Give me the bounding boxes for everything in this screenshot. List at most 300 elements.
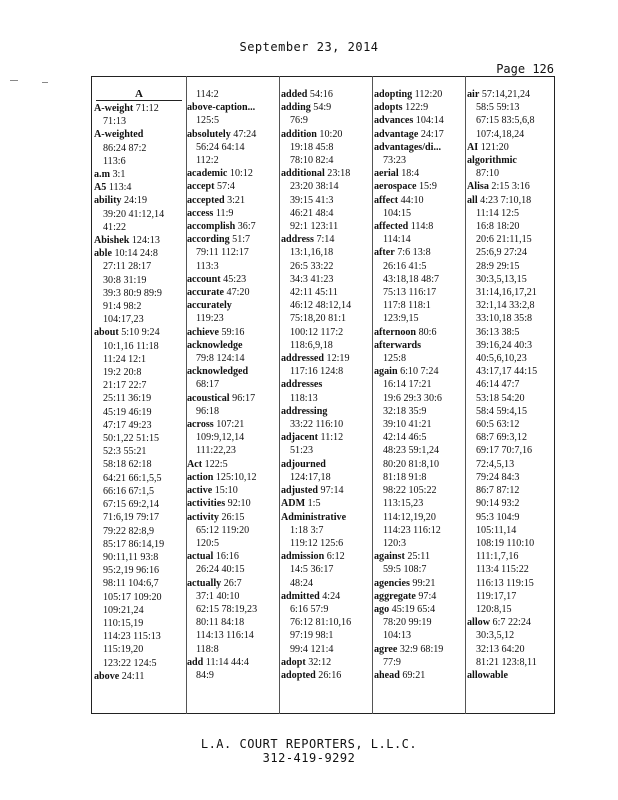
page-line-refs: 28:9 29:15 [476, 260, 520, 272]
index-term: admission [281, 551, 325, 563]
page-line-refs: 111:22,23 [196, 445, 236, 457]
index-term: air [467, 89, 480, 100]
index-term: according [187, 234, 230, 246]
page-line-refs: 3:21 [224, 194, 246, 206]
page-line-refs: 90:14 93:2 [476, 498, 520, 510]
page-line-refs: 54:9 [310, 102, 332, 114]
index-term: addition [281, 128, 317, 140]
index-term-line [281, 550, 371, 563]
index-term: algorithmic [467, 155, 517, 167]
page-line-refs: 100:12 117:2 [290, 326, 344, 338]
index-term-line [281, 431, 371, 444]
page-line-refs: 86:24 87:2 [103, 142, 147, 154]
index-entry [281, 167, 371, 233]
page-line-refs: 43:18,18 48:7 [383, 273, 440, 285]
index-term: about [94, 327, 119, 339]
index-term: above [94, 670, 120, 682]
index-term-line [187, 484, 278, 497]
page-line-refs: 92:10 [225, 498, 251, 510]
index-term-line [187, 550, 278, 563]
page-line-refs: 113:3 [196, 260, 219, 272]
index-term: ago [374, 603, 390, 615]
page-line-refs: 114:12,19,20 [383, 511, 436, 523]
page-line-refs: 118:6,9,18 [290, 339, 333, 351]
column-divider [279, 76, 280, 714]
page-line-refs: 124:17,18 [290, 471, 331, 483]
page-line-refs: 113:6 [103, 155, 126, 167]
page-line-refs: 27:11 28:17 [103, 261, 152, 273]
index-term: afterwards [374, 339, 422, 351]
page-line-refs: 59:5 108:7 [383, 564, 427, 576]
transcript-date: September 23, 2014 [239, 40, 379, 54]
page-line-refs: 118:8 [196, 643, 219, 655]
page-line-refs: 6:7 22:24 [490, 617, 531, 629]
page-line-refs: 58:5 59:13 [476, 102, 520, 114]
index-term-line [187, 194, 278, 207]
page-line-refs: 1:5 [305, 498, 321, 510]
page-line-refs: 112:2 [196, 155, 219, 167]
page-line-refs: 31:14,16,17,21 [476, 287, 537, 299]
index-entry [281, 669, 371, 682]
index-entry [187, 220, 278, 233]
index-entry [94, 102, 184, 128]
page-line-refs: 120:5 [196, 537, 219, 549]
index-term-line [94, 234, 184, 247]
page-line-refs: 109:21,24 [103, 604, 144, 616]
page-line-refs: 6:16 57:9 [290, 603, 329, 615]
page-line-refs: 21:17 22:7 [103, 380, 147, 392]
page-line-refs: 72:4,5,13 [476, 458, 515, 470]
page-line-refs: 46:21 48:4 [290, 207, 334, 219]
index-term-line [187, 180, 278, 193]
page-line-refs: 113:4 [106, 182, 132, 194]
index-entry [374, 101, 464, 114]
page-line-refs: 85:17 86:14,19 [103, 538, 165, 550]
index-entry [281, 656, 371, 669]
index-term-line [281, 656, 371, 669]
index-term: a.m [94, 169, 110, 181]
page-line-refs: 32:1,14 33:2,8 [476, 300, 535, 312]
index-term-line [94, 247, 184, 260]
index-term: accepted [187, 194, 225, 206]
index-term: aerospace [374, 181, 417, 193]
page-line-refs: 105:11,14 [476, 524, 517, 536]
index-entry [374, 669, 464, 682]
column-divider [372, 76, 373, 714]
page-line-refs: 24:19 [121, 195, 147, 207]
index-entry [281, 233, 371, 352]
index-term-line [94, 102, 184, 115]
index-term-line [467, 616, 555, 629]
index-term-line [374, 246, 464, 259]
index-term-line [94, 670, 184, 683]
index-term: ADM [281, 498, 306, 510]
page-line-refs: 62:15 78:19,23 [196, 603, 258, 615]
index-term-line [467, 669, 555, 682]
index-entry [374, 246, 464, 325]
index-entry [187, 88, 278, 101]
index-term-line [374, 590, 464, 603]
index-term: again [374, 366, 398, 378]
index-term-line [281, 669, 371, 682]
page-line-refs: 114:2 [196, 89, 219, 100]
page-line-refs: 69:17 70:7,16 [476, 445, 533, 457]
index-term: action [187, 471, 214, 483]
page-line-refs: 59:16 [218, 326, 245, 338]
index-entry [187, 233, 278, 273]
page-line-refs: 114:23 116:12 [383, 524, 441, 536]
index-entry [281, 128, 371, 168]
page-line-refs: 53:18 54:20 [476, 392, 525, 404]
page-line-refs: 66:16 67:1,5 [103, 485, 155, 497]
index-term: Abishek [94, 235, 130, 247]
section-letter-heading: A [96, 88, 182, 101]
page-line-refs: 123:9,15 [383, 313, 419, 325]
index-entry [374, 326, 464, 339]
page-line-refs: 1:18 3:7 [290, 524, 324, 536]
index-entry [187, 511, 278, 551]
index-term-line [467, 141, 555, 154]
index-term: agencies [374, 577, 410, 589]
index-entry [187, 339, 278, 365]
page-line-refs: 6:10 7:24 [397, 366, 439, 378]
page-line-refs: 117:8 118:1 [383, 300, 431, 312]
page-line-refs: 57:4 [214, 181, 235, 193]
index-term: above-caption... [187, 102, 256, 114]
index-term-line [187, 101, 278, 114]
index-term-line [281, 484, 371, 497]
page-line-refs: 30:3,5,13,15 [476, 273, 527, 285]
page-line-refs: 125:5 [196, 115, 219, 127]
index-column-3 [281, 76, 371, 714]
page-line-refs: 16:16 [213, 551, 239, 563]
index-entry [187, 497, 278, 510]
index-column-5 [467, 76, 555, 714]
index-entry [467, 669, 555, 682]
page-line-refs: 119:17,17 [476, 590, 517, 602]
index-term: account [187, 273, 221, 285]
index-column-4 [374, 76, 464, 714]
page-line-refs: 42:14 46:5 [383, 432, 427, 444]
index-term: allowable [467, 669, 508, 681]
page-line-refs: 75:18,20 81:1 [290, 313, 347, 325]
page-line-refs: 125:8 [383, 353, 406, 365]
index-term: Alisa [467, 181, 489, 193]
index-entry [374, 114, 464, 127]
index-entry [281, 378, 371, 404]
page-line-refs: 33:22 116:10 [290, 419, 344, 431]
index-entry [374, 603, 464, 643]
page-line-refs: 114:8 [408, 221, 434, 233]
page-line-refs: 19:6 29:3 30:6 [383, 392, 442, 404]
index-term: adding [281, 102, 311, 114]
page-line-refs: 104:14 [413, 115, 444, 127]
page-line-refs: 26:24 40:15 [196, 564, 245, 576]
page-line-refs: 24:11 [119, 670, 145, 682]
index-term: accurately [187, 300, 232, 312]
page-line-refs: 39:10 41:21 [383, 419, 432, 431]
index-term-line [374, 167, 464, 180]
index-entry [94, 234, 184, 247]
index-term-line [94, 181, 184, 194]
index-term: adopting [374, 89, 413, 100]
index-entry [94, 181, 184, 194]
page-line-refs: 76:12 81:10,16 [290, 617, 352, 629]
page-line-refs: 47:24 [230, 128, 257, 140]
page-line-refs: 96:18 [196, 405, 219, 417]
page-line-refs: 20:6 21:11,15 [476, 234, 532, 246]
page-line-refs: 16:14 17:21 [383, 379, 432, 391]
page-line-refs: 108:19 110:10 [476, 537, 535, 549]
index-term-line [374, 603, 464, 616]
index-entry [467, 88, 555, 141]
page-line-refs: 113:4 115:22 [476, 564, 529, 576]
index-entry [374, 194, 464, 220]
page-line-refs: 41:22 [103, 221, 126, 233]
page-line-refs: 47:17 49:23 [103, 419, 152, 431]
index-entry [374, 365, 464, 550]
page-number: Page 126 [496, 62, 554, 76]
index-entry [374, 577, 464, 590]
index-term-line [187, 128, 278, 141]
index-term: admitted [281, 590, 320, 602]
index-term-line [281, 352, 371, 365]
page-line-refs: 104:13 [383, 630, 412, 642]
page-line-refs: 12:19 [324, 353, 350, 365]
index-term-line [187, 577, 278, 590]
index-entry [187, 286, 278, 299]
index-term-line [187, 326, 278, 339]
index-term: accept [187, 181, 215, 193]
page-line-refs: 50:1,22 51:15 [103, 433, 160, 445]
page-line-refs: 57:14,21,24 [479, 89, 531, 100]
index-term-line [467, 154, 555, 167]
index-term-line [374, 180, 464, 193]
index-term-line [187, 88, 278, 101]
index-term: A-weighted [94, 129, 144, 141]
index-term-line [94, 326, 184, 339]
index-entry [281, 590, 371, 656]
page-line-refs: 26:5 33:22 [290, 260, 334, 272]
index-entry [187, 656, 278, 682]
index-entry [281, 484, 371, 497]
index-entry [467, 194, 555, 617]
index-entry [94, 670, 184, 683]
page-line-refs: 7:6 13:8 [394, 247, 431, 259]
page-line-refs: 44:10 [398, 194, 424, 206]
page-line-refs: 73:23 [383, 155, 406, 167]
page-line-refs: 79:22 82:8,9 [103, 525, 155, 537]
page-line-refs: 114:13 116:14 [196, 630, 254, 642]
index-term-line [374, 114, 464, 127]
page-line-refs: 46:12 48:12,14 [290, 300, 352, 312]
page-line-refs: 26:7 [221, 577, 242, 589]
page-line-refs: 33:10,18 35:8 [476, 313, 533, 325]
index-term-line [187, 656, 278, 669]
page-line-refs: 64:21 66:1,5,5 [103, 472, 162, 484]
index-term: affected [374, 221, 409, 233]
page-line-refs: 120:8,15 [476, 603, 512, 615]
index-entry [187, 326, 278, 339]
page-line-refs: 43:17,17 44:15 [476, 366, 538, 378]
page-line-refs: 98:11 104:6,7 [103, 578, 159, 590]
page-line-refs: 117:16 124:8 [290, 366, 344, 378]
index-entry [94, 168, 184, 181]
page-line-refs: 124:13 [129, 235, 160, 247]
index-term-line [374, 577, 464, 590]
index-entry [94, 128, 184, 168]
index-term-line [187, 458, 278, 471]
index-term: add [187, 656, 204, 668]
page-line-refs: 2:15 3:16 [488, 181, 530, 193]
index-term-line [374, 88, 464, 101]
page-line-refs: 81:18 91:8 [383, 471, 427, 483]
index-term: advantage [374, 128, 419, 140]
page-line-refs: 26:16 [315, 669, 342, 681]
page-line-refs: 87:10 [476, 168, 499, 180]
index-entry [467, 141, 555, 154]
page-line-refs: 18:4 [398, 168, 420, 180]
page-line-refs: 119:23 [196, 313, 224, 325]
index-term-line [94, 128, 184, 141]
page-line-refs: 10:20 [316, 128, 343, 140]
index-entry [374, 167, 464, 180]
index-term-line [187, 418, 278, 431]
index-term: adopts [374, 102, 403, 114]
index-term-line [187, 273, 278, 286]
page-line-refs: 30:3,5,12 [476, 630, 515, 642]
page-line-refs: 109:9,12,14 [196, 432, 245, 444]
page-line-refs: 11:12 [318, 432, 344, 444]
index-entry [281, 511, 371, 551]
index-term: acknowledge [187, 339, 243, 351]
index-term-line [281, 233, 371, 246]
footer-phone: 312-419-9292 [262, 751, 356, 765]
index-term-line [374, 101, 464, 114]
page-line-refs: 25:6,9 27:24 [476, 247, 528, 259]
page-line-refs: 7:14 [313, 234, 335, 246]
index-entry [187, 550, 278, 576]
page-line-refs: 11:9 [213, 207, 234, 219]
page-line-refs: 15:9 [416, 181, 437, 193]
page-line-refs: 67:15 83:5,6,8 [476, 115, 535, 127]
index-term: aggregate [374, 590, 416, 602]
index-term: absolutely [187, 128, 231, 140]
index-entry [187, 418, 278, 458]
index-term-line [187, 207, 278, 220]
index-entry [187, 577, 278, 656]
index-term: actually [187, 577, 222, 589]
page-line-refs: 32:12 [305, 656, 332, 668]
page-line-refs: 122:5 [202, 458, 228, 470]
page-line-refs: 39:16,24 40:3 [476, 339, 533, 351]
page-line-refs: 11:24 12:1 [103, 353, 147, 365]
index-entry [281, 458, 371, 484]
page-line-refs: 54:16 [307, 89, 333, 100]
index-term-line [374, 365, 464, 378]
index-entry [374, 88, 464, 101]
page-line-refs: 112:20 [412, 89, 443, 100]
index-term: allow [467, 617, 490, 629]
index-entry [187, 484, 278, 497]
page-line-refs: 71:12 [133, 103, 159, 114]
index-term-line [374, 339, 464, 352]
index-entry [467, 616, 555, 669]
page-line-refs: 81:21 123:8,11 [476, 656, 537, 668]
page-line-refs: 11:14 44:4 [203, 656, 249, 668]
page-line-refs: 78:20 99:19 [383, 617, 432, 629]
index-entry [187, 273, 278, 286]
index-term: agree [374, 643, 398, 655]
index-term: addresses [281, 379, 323, 391]
index-entry [187, 180, 278, 193]
page-line-refs: 105:17 109:20 [103, 591, 162, 603]
index-term: adopted [281, 669, 316, 681]
page-line-refs: 98:22 105:22 [383, 485, 437, 497]
index-term-line [281, 128, 371, 141]
index-term-line [281, 167, 371, 180]
index-term: activity [187, 511, 219, 523]
index-entry [374, 550, 464, 576]
page-line-refs: 4:24 [319, 590, 341, 602]
page-line-refs: 121:20 [478, 141, 509, 153]
page-line-refs: 34:3 41:23 [290, 273, 334, 285]
index-term: ahead [374, 669, 400, 681]
index-column-2 [187, 76, 278, 714]
index-term-line [374, 128, 464, 141]
page-line-refs: 10:12 [227, 168, 253, 180]
index-entry [187, 101, 278, 127]
index-entry [281, 101, 371, 127]
page-line-refs: 36:7 [235, 221, 256, 233]
page-line-refs: 92:1 123:11 [290, 221, 339, 233]
page-line-refs: 79:24 84:3 [476, 471, 520, 483]
index-term: addressing [281, 405, 328, 417]
index-term: Administrative [281, 511, 347, 523]
index-term-line [187, 365, 278, 378]
page-line-refs: 122:9 [402, 102, 429, 114]
index-term-line [281, 405, 371, 418]
index-term: after [374, 247, 395, 259]
page-line-refs: 97:14 [318, 485, 344, 497]
index-term-line [281, 590, 371, 603]
index-entry [187, 365, 278, 391]
page-line-refs: 45:19 46:19 [103, 406, 152, 418]
page-line-refs: 86:7 87:12 [476, 485, 520, 497]
page-line-refs: 39:20 41:12,14 [103, 208, 165, 220]
index-term-line [281, 88, 371, 101]
page-line-refs: 97:19 98:1 [290, 630, 334, 642]
index-term: able [94, 248, 112, 260]
index-entry [281, 352, 371, 378]
page-line-refs: 67:15 69:2,14 [103, 499, 160, 511]
index-term-line [374, 326, 464, 339]
page-line-refs: 96:17 [229, 392, 256, 404]
index-term: active [187, 485, 213, 497]
index-term-line [94, 168, 184, 181]
index-entry [281, 550, 371, 590]
index-entry [467, 180, 555, 193]
index-entry [467, 154, 555, 180]
index-term: added [281, 89, 308, 100]
index-term-line [187, 497, 278, 510]
index-term: address [281, 234, 314, 246]
index-term: all [467, 194, 478, 206]
index-entry [187, 194, 278, 207]
index-term: A5 [94, 182, 107, 194]
page-line-refs: 26:15 [218, 511, 245, 523]
index-term-line [187, 339, 278, 352]
